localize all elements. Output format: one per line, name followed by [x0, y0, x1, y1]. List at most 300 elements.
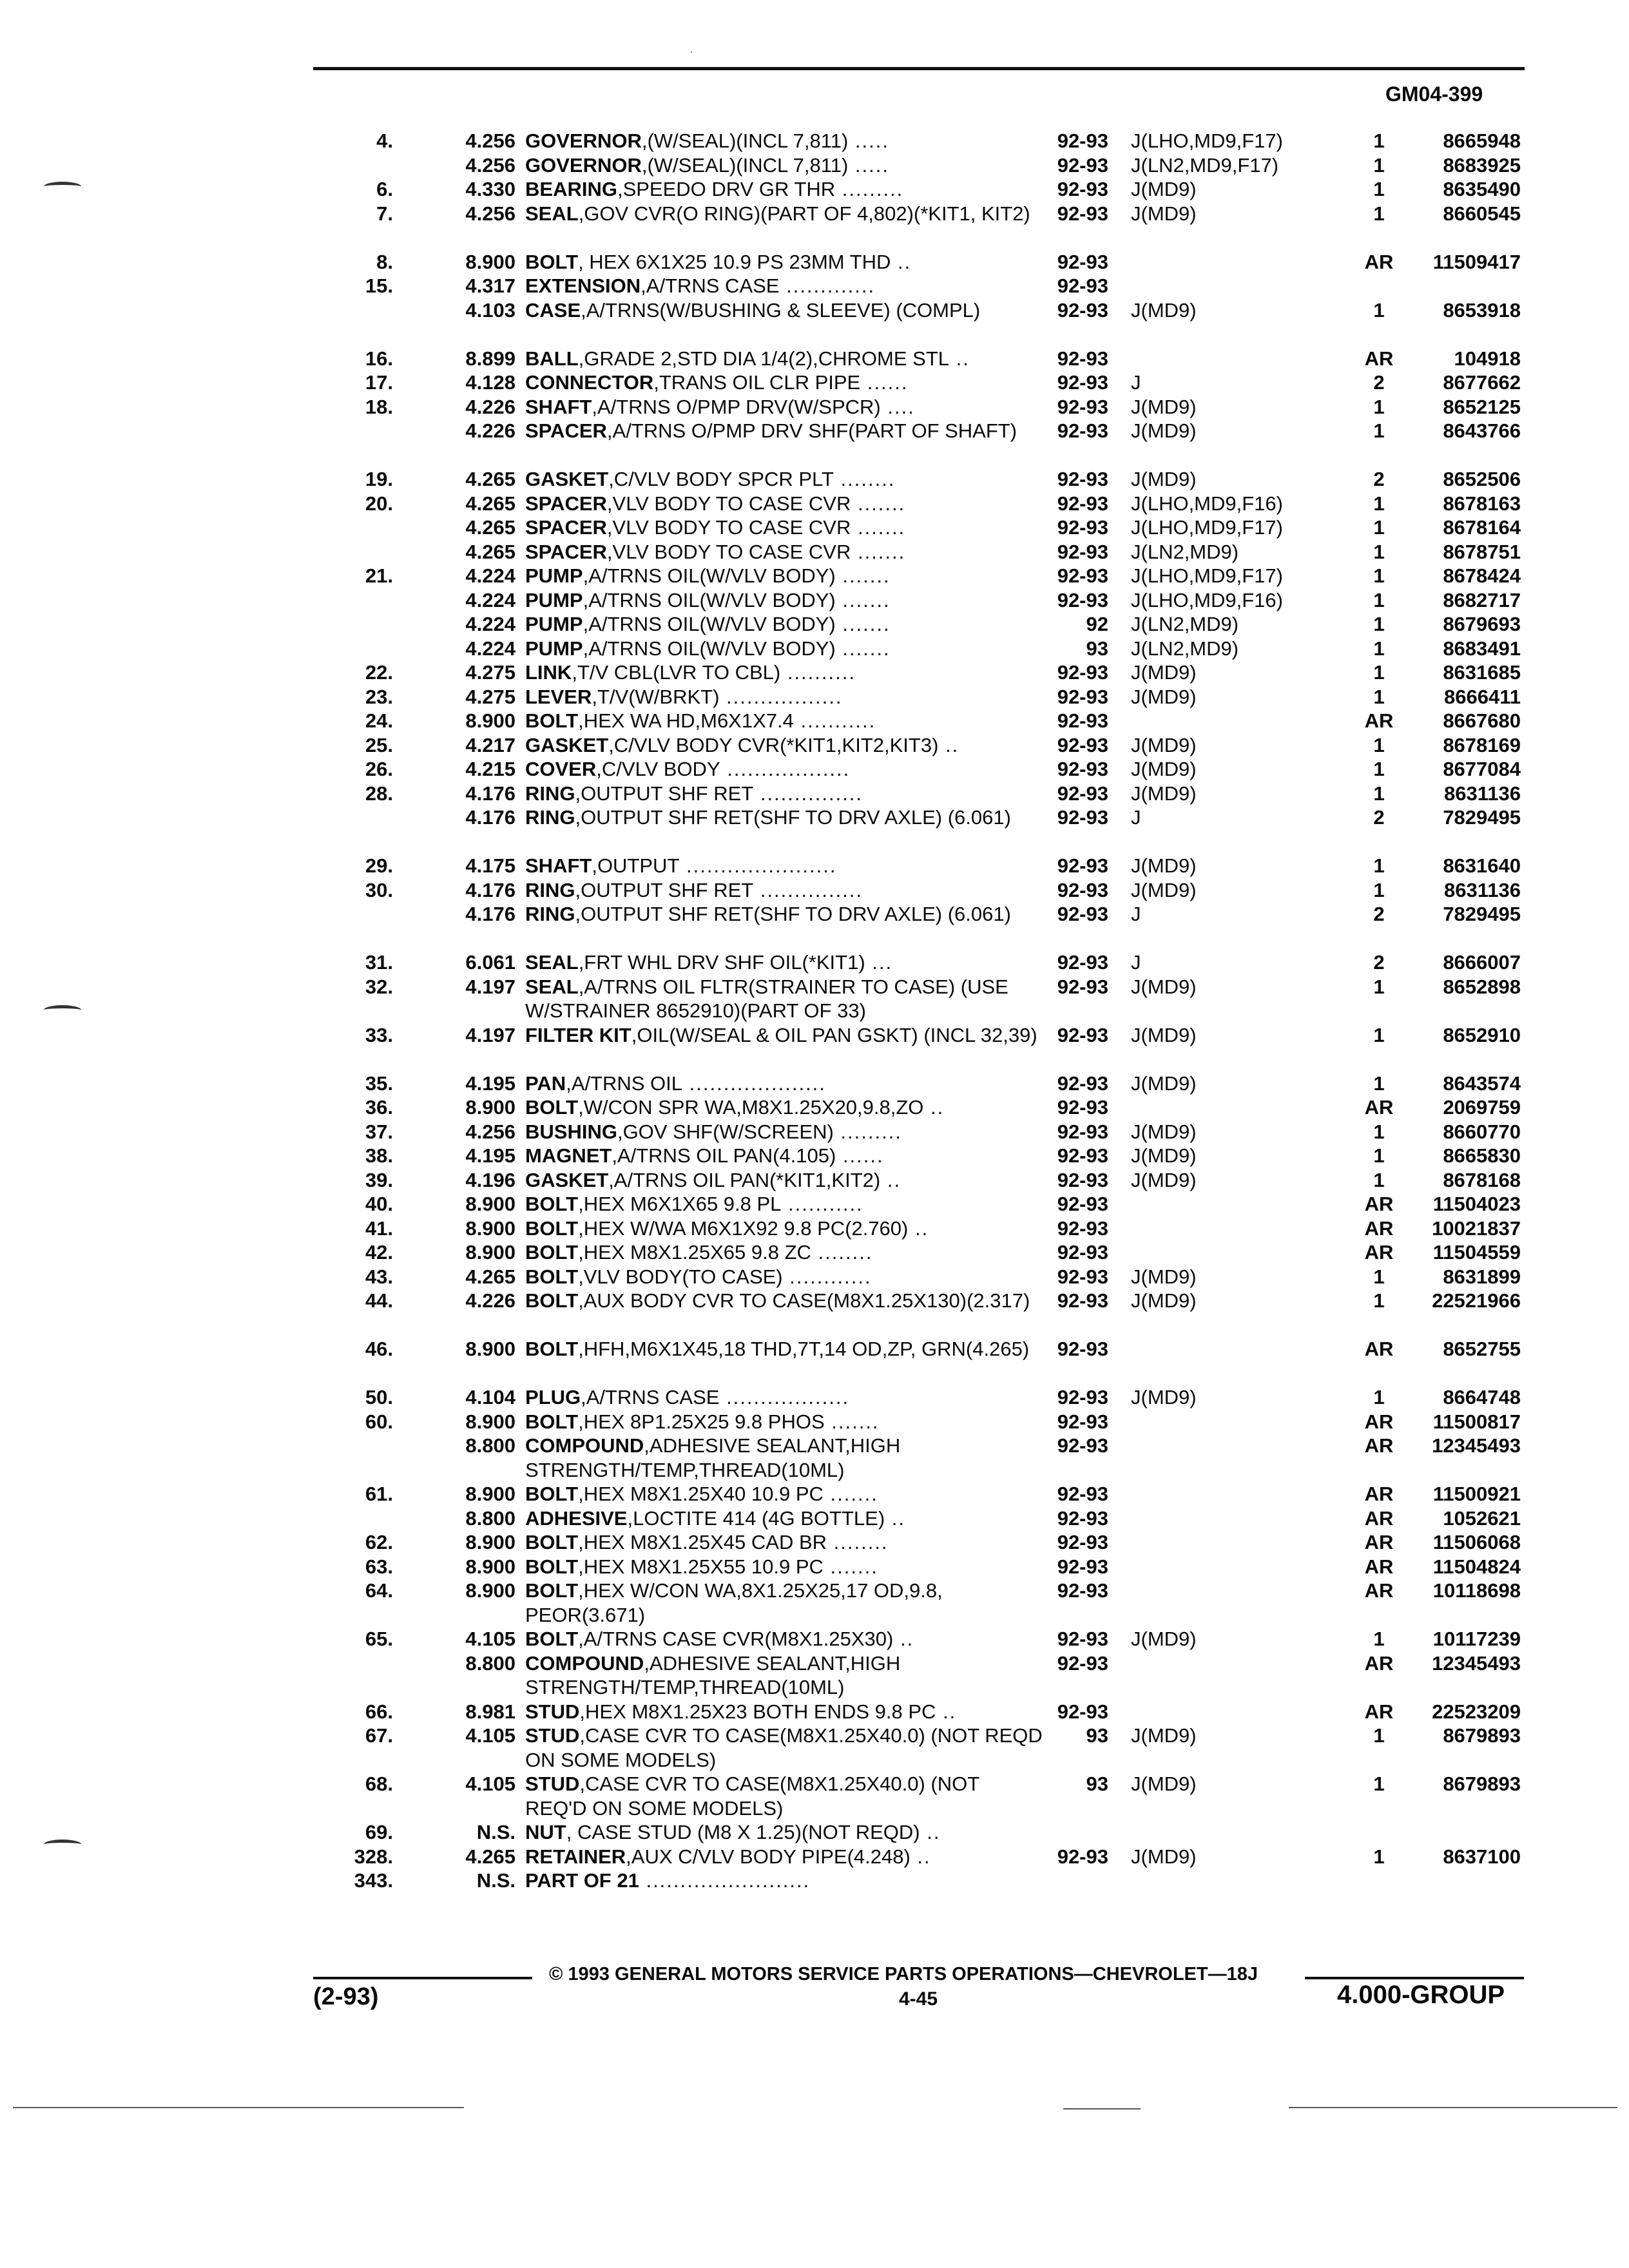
ref-number: 32.	[365, 975, 393, 998]
leader-dots: ..	[893, 1628, 914, 1650]
part-description	[525, 540, 1044, 564]
part-number: 10021837	[1432, 1216, 1521, 1240]
group-number: 4.265	[465, 516, 516, 539]
ref-number: 8.	[376, 250, 393, 273]
quantity: 1	[1373, 1386, 1385, 1408]
ref-number: 16.	[365, 347, 393, 370]
part-number: 12345493	[1432, 1434, 1521, 1457]
ref-number: 35.	[365, 1072, 393, 1095]
group-number: 4.103	[465, 298, 516, 322]
group-number: 8.900	[465, 1555, 516, 1578]
model-years: 92-93	[1057, 588, 1108, 611]
leader-dots: ........	[833, 468, 896, 490]
model-series: J(LHO,MD9,F17)	[1131, 564, 1283, 587]
parts-row	[0, 1700, 1629, 1724]
part-detail: ,A/TRNS OIL(W/VLV BODY)	[583, 588, 836, 611]
part-name: PUMP	[525, 588, 583, 611]
part-description	[525, 1240, 1044, 1265]
parts-row	[0, 129, 1629, 153]
ref-number: 18.	[365, 395, 393, 418]
quantity: 1	[1373, 1845, 1385, 1868]
model-years: 92-93	[1057, 1241, 1108, 1264]
part-detail: ,(W/SEAL)(INCL 7,811)	[641, 130, 849, 152]
group-number: 4.265	[465, 1265, 516, 1288]
parts-row	[0, 1724, 1629, 1772]
leader-dots: .......	[851, 540, 906, 563]
leader-dots: .......	[835, 588, 891, 611]
ref-number: 24.	[365, 709, 393, 732]
part-number: 8678168	[1443, 1168, 1521, 1191]
part-number: 8631685	[1443, 661, 1521, 684]
ref-number: 7.	[376, 202, 393, 225]
group-number: 4.224	[465, 564, 516, 587]
part-description	[525, 1651, 1044, 1700]
page-number: 4-45	[899, 1988, 938, 2010]
part-name: SEAL	[525, 951, 579, 974]
part-detail: ,OUTPUT	[592, 854, 680, 877]
quantity: AR	[1364, 1506, 1394, 1530]
model-years: 92-93	[1057, 1120, 1108, 1143]
group-number: 8.900	[465, 1579, 516, 1602]
ref-number: 63.	[365, 1555, 393, 1578]
model-years: 92-93	[1057, 202, 1108, 225]
quantity: AR	[1364, 1531, 1394, 1553]
part-detail: ,A/TRNS OIL PAN(*KIT1,KIT2)	[608, 1168, 881, 1191]
leader-dots: .....	[848, 153, 889, 177]
model-years: 92-93	[1057, 709, 1108, 732]
part-description	[525, 1385, 1044, 1410]
part-description	[525, 975, 1044, 1023]
leader-dots: .......	[835, 564, 891, 587]
model-series: J(MD9)	[1131, 1144, 1197, 1167]
leader-dots: ........	[811, 1241, 873, 1264]
leader-dots: ..................	[719, 1386, 850, 1408]
part-name: BOLT	[525, 1193, 579, 1215]
model-series: J(LHO,MD9,F17)	[1131, 130, 1283, 152]
leader-dots: ......	[860, 371, 909, 394]
model-series: J(LHO,MD9,F16)	[1131, 492, 1283, 515]
part-name: GOVERNOR	[525, 130, 642, 152]
part-number: 11509417	[1432, 250, 1521, 273]
part-detail: ,FRT WHL DRV SHF OIL(*KIT1)	[578, 951, 865, 974]
ref-number: 20.	[365, 492, 393, 515]
ref-number: 23.	[365, 685, 393, 708]
part-name: BOLT	[525, 709, 579, 732]
part-description	[525, 1168, 1044, 1193]
part-name: SEAL	[525, 202, 579, 225]
quantity: AR	[1364, 709, 1394, 732]
part-number: 8631136	[1444, 782, 1521, 805]
model-series: J(MD9)	[1131, 878, 1197, 901]
part-description	[525, 1072, 1044, 1096]
model-years: 92-93	[1057, 419, 1108, 442]
leader-dots: ...............	[753, 878, 863, 901]
part-number: 8679693	[1443, 613, 1521, 635]
part-number: 8682717	[1443, 588, 1521, 611]
model-years: 92-93	[1057, 298, 1108, 322]
leader-dots: .......	[823, 1483, 878, 1505]
leader-dots: ..	[938, 733, 959, 756]
part-number: 8652755	[1443, 1338, 1521, 1360]
leader-dots: .............	[779, 274, 876, 297]
part-detail: ,AUX BODY CVR TO CASE(M8X1.25X130)(2.317)	[578, 1289, 1030, 1312]
ref-number: 60.	[365, 1410, 393, 1433]
group-number: 4.176	[465, 806, 516, 829]
part-detail: ,SPEEDO DRV GR THR	[617, 178, 836, 200]
part-number: 10117239	[1432, 1628, 1521, 1650]
part-description	[525, 709, 1044, 733]
model-years: 92-93	[1057, 540, 1108, 563]
part-number: 22521966	[1432, 1289, 1521, 1312]
parts-row	[0, 1555, 1629, 1579]
leader-dots: ....	[880, 395, 915, 418]
part-detail: ,CASE CVR TO CASE(M8X1.25X40.0) (NOT REQD ON SOME MODELS)	[525, 1724, 1043, 1771]
ref-number: 15.	[365, 274, 393, 297]
parts-row	[0, 1506, 1629, 1531]
group-number: 4.195	[465, 1072, 516, 1095]
part-description	[525, 467, 1044, 492]
quantity: 1	[1373, 758, 1385, 780]
parts-row	[0, 419, 1629, 467]
part-detail: ,AUX C/VLV BODY PIPE(4.248)	[626, 1845, 911, 1868]
leader-dots: ........	[827, 1531, 889, 1553]
part-name: PUMP	[525, 564, 583, 587]
parts-row	[0, 878, 1629, 903]
part-name: BOLT	[525, 1096, 579, 1119]
part-description	[525, 1869, 1044, 1893]
part-name: CASE	[525, 298, 581, 322]
model-years: 92-93	[1057, 1410, 1108, 1433]
part-name: RETAINER	[525, 1845, 626, 1868]
model-years: 92-93	[1057, 1651, 1108, 1675]
quantity: 1	[1373, 733, 1385, 756]
model-years: 92-93	[1057, 854, 1108, 877]
part-name: BOLT	[525, 1628, 579, 1650]
quantity: 1	[1373, 419, 1385, 442]
group-number: 4.256	[465, 202, 516, 225]
group-number: 4.226	[465, 395, 516, 418]
parts-row	[0, 1289, 1629, 1337]
ref-number: 26.	[365, 758, 393, 780]
ref-number: 22.	[365, 661, 393, 684]
part-description	[525, 564, 1044, 588]
part-detail: ,C/VLV BODY CVR(*KIT1,KIT2,KIT3)	[608, 733, 939, 756]
part-name: PAN	[525, 1072, 566, 1095]
ref-number: 17.	[365, 371, 393, 394]
ref-number: 4.	[376, 130, 393, 152]
part-detail: ,A/TRNS(W/BUSHING & SLEEVE) (COMPL)	[581, 298, 981, 322]
parts-row	[0, 1530, 1629, 1555]
part-number: 8653918	[1443, 298, 1521, 322]
group-number: 8.900	[465, 1216, 516, 1240]
quantity: 1	[1373, 1773, 1385, 1795]
quantity: 1	[1373, 1023, 1385, 1046]
quantity: 1	[1373, 1072, 1385, 1095]
model-years: 92-93	[1057, 1168, 1108, 1191]
part-number: 8679893	[1443, 1724, 1521, 1747]
leader-dots: ..	[910, 1845, 931, 1868]
leader-dots: ..	[891, 250, 912, 273]
model-years: 92-93	[1057, 878, 1108, 901]
model-series: J(LHO,MD9,F17)	[1131, 516, 1283, 539]
part-name: ADHESIVE	[525, 1506, 628, 1530]
part-detail: ,A/TRNS CASE	[581, 1386, 720, 1408]
model-series: J(MD9)	[1131, 1265, 1197, 1288]
part-number: 104918	[1454, 347, 1521, 370]
parts-row	[0, 467, 1629, 492]
model-series: J(MD9)	[1131, 1289, 1197, 1312]
quantity: 1	[1373, 153, 1385, 177]
group-number: 4.226	[465, 419, 516, 442]
header-rule	[313, 67, 1525, 70]
part-detail: ,A/TRNS CASE CVR(M8X1.25X30)	[578, 1628, 894, 1650]
quantity: AR	[1364, 1483, 1394, 1505]
part-number: 8631136	[1444, 878, 1521, 901]
part-description	[525, 660, 1044, 685]
part-number: 10118698	[1432, 1579, 1521, 1602]
scan-artifact-line	[13, 2107, 464, 2108]
group-number: 4.256	[465, 130, 516, 152]
part-detail: ,HEX WA HD,M6X1X7.4	[578, 709, 794, 732]
part-number: 12345493	[1432, 1651, 1521, 1675]
leader-dots: ..	[936, 1700, 957, 1723]
model-series: J(MD9)	[1131, 661, 1197, 684]
part-description	[525, 685, 1044, 709]
quantity: 2	[1373, 468, 1385, 490]
parts-row	[0, 395, 1629, 419]
quantity: AR	[1364, 1241, 1394, 1264]
part-description	[525, 588, 1044, 613]
part-detail: ,A/TRNS O/PMP DRV(W/SPCR)	[592, 395, 881, 418]
part-description	[525, 1530, 1044, 1555]
part-name: PLUG	[525, 1386, 581, 1408]
group-number: 4.265	[465, 1845, 516, 1868]
model-years: 93	[1086, 1724, 1108, 1747]
model-years: 92-93	[1057, 492, 1108, 515]
part-name: STUD	[525, 1773, 580, 1795]
part-detail: ,A/TRNS O/PMP DRV SHF(PART OF SHAFT)	[606, 419, 1017, 442]
part-number: 8667680	[1443, 709, 1521, 732]
part-detail: ,(W/SEAL)(INCL 7,811)	[641, 153, 849, 177]
group-number: 4.196	[465, 1168, 516, 1191]
part-name: BUSHING	[525, 1120, 617, 1143]
ref-number: 42.	[365, 1241, 393, 1264]
part-description	[525, 878, 1044, 903]
parts-row	[0, 1482, 1629, 1506]
group-number: 4.197	[465, 975, 516, 998]
part-detail: ,VLV BODY(TO CASE)	[578, 1265, 783, 1288]
model-years: 92-93	[1057, 758, 1108, 780]
part-detail: ,ADHESIVE SEALANT,HIGH STRENGTH/TEMP,THREAD(10ML)	[525, 1651, 901, 1698]
model-series: J(LN2,MD9)	[1131, 613, 1239, 635]
group-number: 4.275	[465, 685, 516, 708]
leader-dots: .................	[719, 685, 843, 708]
part-description	[525, 177, 1044, 202]
quantity: 1	[1373, 395, 1385, 418]
model-years: 92-93	[1057, 685, 1108, 708]
model-series: J(MD9)	[1131, 1168, 1197, 1191]
part-number: 8683925	[1443, 153, 1521, 177]
part-number: 8678169	[1443, 733, 1521, 756]
quantity: AR	[1364, 1579, 1394, 1602]
part-description	[525, 950, 1044, 975]
part-detail: ,HEX M8X1.25X45 CAD BR	[578, 1531, 827, 1553]
part-detail: ,W/CON SPR WA,M8X1.25X20,9.8,ZO	[578, 1096, 924, 1119]
part-name: STUD	[525, 1724, 580, 1747]
leader-dots: ........................	[639, 1869, 811, 1892]
part-name: BALL	[525, 347, 579, 370]
part-name: SHAFT	[525, 854, 592, 877]
parts-row	[0, 612, 1629, 637]
part-number: 11500921	[1432, 1483, 1521, 1505]
part-number: 11504559	[1432, 1241, 1521, 1264]
part-description	[525, 1772, 1044, 1820]
part-name: COVER	[525, 758, 597, 780]
quantity: AR	[1364, 1216, 1394, 1240]
parts-row	[0, 757, 1629, 782]
part-number: 8643574	[1443, 1072, 1521, 1095]
quantity: AR	[1364, 1096, 1394, 1119]
leader-dots: ...............	[753, 782, 863, 805]
model-years: 93	[1086, 1773, 1108, 1795]
parts-row	[0, 975, 1629, 1023]
part-detail: ,GOV SHF(W/SCREEN)	[617, 1120, 834, 1143]
leader-dots: ..	[949, 347, 970, 370]
quantity: 1	[1373, 130, 1385, 152]
part-name: SPACER	[525, 492, 607, 515]
model-series: J	[1131, 371, 1141, 394]
group-number: 4.256	[465, 153, 516, 177]
parts-row	[0, 1192, 1629, 1216]
part-name: BOLT	[525, 1410, 579, 1433]
part-description	[525, 757, 1044, 782]
part-number: 7829495	[1443, 806, 1521, 829]
ref-number: 328.	[354, 1845, 393, 1868]
part-detail: ,VLV BODY TO CASE CVR	[606, 516, 851, 539]
parts-row	[0, 637, 1629, 661]
part-detail: ,OUTPUT SHF RET(SHF TO DRV AXLE) (6.061)	[575, 806, 1011, 829]
quantity: 1	[1373, 1628, 1385, 1650]
quantity: 1	[1373, 782, 1385, 805]
part-name: SEAL	[525, 975, 579, 998]
part-number: 7829495	[1443, 903, 1521, 925]
ref-number: 44.	[365, 1289, 393, 1312]
ref-number: 68.	[365, 1773, 393, 1795]
parts-row	[0, 660, 1629, 685]
part-name: BOLT	[525, 1241, 579, 1264]
ref-number: 30.	[365, 878, 393, 901]
part-detail: ,HEX M8X1.25X23 BOTH ENDS 9.8 PC	[579, 1700, 936, 1723]
part-description	[525, 370, 1044, 395]
part-number: 8678164	[1443, 516, 1521, 539]
part-name: BOLT	[525, 1531, 579, 1553]
group-number: 4.175	[465, 854, 516, 877]
parts-row	[0, 685, 1629, 709]
model-years: 92-93	[1057, 1338, 1108, 1360]
leader-dots: ..	[920, 1821, 941, 1843]
part-number: 1052621	[1443, 1506, 1521, 1530]
quantity: 1	[1373, 637, 1385, 660]
ref-number: 67.	[365, 1724, 393, 1747]
part-detail: ,A/TRNS OIL(W/VLV BODY)	[583, 564, 836, 587]
model-years: 92-93	[1057, 1579, 1108, 1602]
group-number: 4.224	[465, 613, 516, 635]
parts-row	[0, 202, 1629, 250]
group-number: 4.317	[465, 274, 516, 297]
quantity: 1	[1373, 1265, 1385, 1288]
parts-row	[0, 1772, 1629, 1820]
group-number: 8.900	[465, 1193, 516, 1215]
part-detail: ,A/TRNS OIL(W/VLV BODY)	[583, 637, 836, 660]
part-detail: ,TRANS OIL CLR PIPE	[653, 371, 861, 394]
model-years: 92-93	[1057, 564, 1108, 587]
part-name: GASKET	[525, 1168, 609, 1191]
part-detail: ,LOCTITE 414 (4G BOTTLE)	[627, 1506, 885, 1530]
quantity: 1	[1373, 975, 1385, 998]
model-years: 92-93	[1057, 1216, 1108, 1240]
quantity: 1	[1373, 1168, 1385, 1191]
leader-dots: ............	[782, 1265, 872, 1288]
ref-number: 19.	[365, 468, 393, 490]
part-number: 8652910	[1443, 1023, 1521, 1046]
model-series: J(MD9)	[1131, 975, 1197, 998]
part-description	[525, 805, 1044, 830]
group-number: N.S.	[476, 1869, 516, 1892]
model-series: J(MD9)	[1131, 1023, 1197, 1046]
part-description	[525, 1579, 1044, 1627]
part-number: 11504023	[1432, 1193, 1521, 1215]
leader-dots: ..........	[780, 661, 856, 684]
group-number: 8.900	[465, 1096, 516, 1119]
footer-date: (2-93)	[313, 1983, 379, 2010]
part-description	[525, 1216, 1044, 1241]
quantity: 1	[1373, 588, 1385, 611]
parts-row	[0, 250, 1629, 274]
ref-number: 39.	[365, 1168, 393, 1191]
model-series: J(MD9)	[1131, 468, 1197, 490]
ref-number: 33.	[365, 1023, 393, 1046]
parts-row	[0, 1095, 1629, 1120]
part-number: 8652506	[1443, 468, 1521, 490]
part-name: SPACER	[525, 516, 607, 539]
part-detail: ,HEX M6X1X65 9.8 PL	[578, 1193, 782, 1215]
group-number: 4.105	[465, 1773, 516, 1795]
ref-number: 38.	[365, 1144, 393, 1167]
quantity: 2	[1373, 903, 1385, 925]
model-series: J(MD9)	[1131, 1628, 1197, 1650]
ref-number: 343.	[354, 1869, 393, 1892]
model-series: J(MD9)	[1131, 685, 1197, 708]
model-years: 92-93	[1057, 153, 1108, 177]
part-description	[525, 492, 1044, 516]
group-number: 4.256	[465, 1120, 516, 1143]
parts-row	[0, 1651, 1629, 1700]
leader-dots: ..	[923, 1096, 945, 1119]
part-name: PUMP	[525, 637, 583, 660]
model-series: J(MD9)	[1131, 1724, 1197, 1747]
group-number: 4.224	[465, 588, 516, 611]
part-detail: ,CASE CVR TO CASE(M8X1.25X40.0) (NOT REQ'D ON SOME MODELS)	[525, 1773, 979, 1820]
group-number: 8.900	[465, 1410, 516, 1433]
part-number: 8652125	[1443, 395, 1521, 418]
part-description	[525, 1265, 1044, 1289]
quantity: AR	[1364, 250, 1394, 273]
part-name: CONNECTOR	[525, 371, 654, 394]
parts-row	[0, 1845, 1629, 1869]
group-number: 8.981	[465, 1700, 516, 1723]
ref-number: 21.	[365, 564, 393, 587]
group-number: 4.265	[465, 540, 516, 563]
